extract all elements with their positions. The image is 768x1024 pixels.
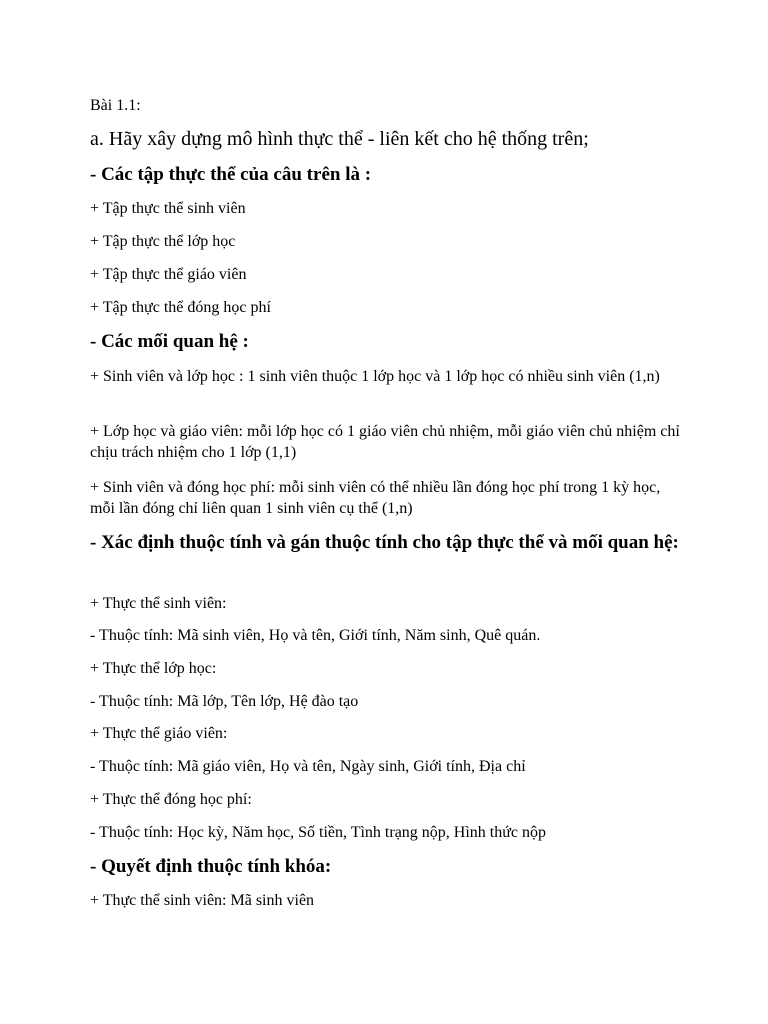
attribute-entity: + Thực thể đóng học phí: [90,791,252,808]
attribute-entity: + Thực thể lớp học: [90,660,217,677]
entity-sets-heading: - Các tập thực thể của câu trên là : [90,164,372,185]
attributes-heading: - Xác định thuộc tính và gán thuộc tính cho tập thực thể và mối quan hệ: [90,532,679,553]
attribute-entity: + Thực thể sinh viên: [90,595,227,612]
key-item: + Thực thể sinh viên: Mã sinh viên [90,892,315,909]
attribute-list: - Thuộc tính: Mã giáo viên, Họ và tên, Ngày sinh, Giới tính, Địa chỉ [90,758,526,775]
key-heading: - Quyết định thuộc tính khóa: [90,856,332,877]
question-a: a. Hãy xây dựng mô hình thực thể - liên kết cho hệ thống trên; [90,128,589,150]
relationship-item: + Lớp học và giáo viên: mỗi lớp học có 1 giáo viên chủ nhiệm, mỗi giáo viên chủ nhiệm chỉ chịu trách nhiệm cho 1 lớp (1,1) [90,423,680,461]
entity-set-item: + Tập thực thể giáo viên [90,266,247,283]
entity-set-item: + Tập thực thể đóng học phí [90,299,271,316]
attribute-list: - Thuộc tính: Học kỳ, Năm học, Số tiền, Tình trạng nộp, Hình thức nộp [90,824,547,841]
attribute-list: - Thuộc tính: Mã sinh viên, Họ và tên, Giới tính, Năm sinh, Quê quán. [90,627,541,644]
exercise-label: Bài 1.1: [90,97,141,114]
entity-set-item: + Tập thực thể sinh viên [90,200,246,217]
relationship-item: + Sinh viên và đóng học phí: mỗi sinh viên có thể nhiều lần đóng học phí trong 1 kỳ học, mỗi lần đóng chỉ liên quan 1 sinh viên cụ thể (1,n) [90,479,661,517]
attribute-entity: + Thực thể giáo viên: [90,725,228,742]
relationships-heading: - Các mối quan hệ : [90,331,249,352]
relationship-item: + Sinh viên và lớp học : 1 sinh viên thuộc 1 lớp học và 1 lớp học có nhiều sinh viên (1,n) [90,368,660,385]
entity-set-item: + Tập thực thể lớp học [90,233,236,250]
attribute-list: - Thuộc tính: Mã lớp, Tên lớp, Hệ đào tạo [90,693,359,710]
